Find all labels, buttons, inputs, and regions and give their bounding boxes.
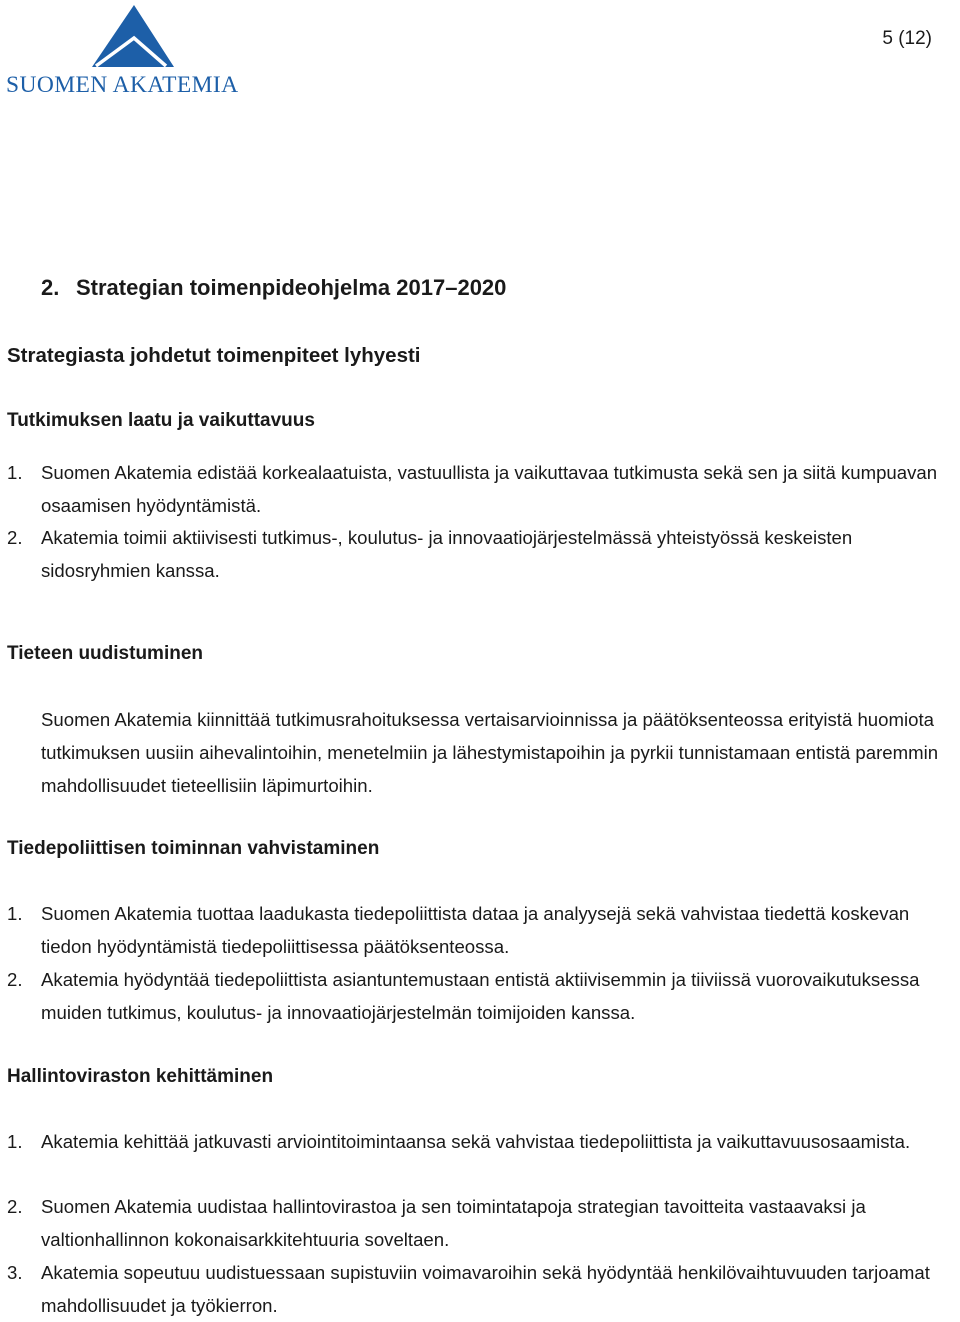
- logo-triangle-icon: [6, 4, 256, 74]
- list-item-number: 3.: [7, 1262, 23, 1283]
- list-item-text: Suomen Akatemia tuottaa laadukasta tiedepoliittista dataa ja analyysejä sekä vahvistaa tiedettä koskevan tiedon hyödyntämistä tiedepoliittisessa päätöksenteossa.: [41, 903, 910, 957]
- paragraph: Suomen Akatemia kiinnittää tutkimusrahoituksessa vertaisarvioinnissa ja päätöksenteossa erityistä huomiota tutkimuksen uusiin aihevalintoihin, menetelmiin ja lähestymistapoihin ja pyrkii tunnistamaan entistä paremmin mahdollisuudet tieteellisiin läpimurtoihin.: [41, 709, 939, 796]
- subtitle: Strategiasta johdetut toimenpiteet lyhyesti: [7, 344, 421, 367]
- list-item: [7, 1125, 957, 1158]
- block-heading: Tieteen uudistuminen: [7, 643, 204, 664]
- list-item-number: 2.: [7, 527, 23, 548]
- list-item-number: 1.: [7, 462, 23, 483]
- list-item: [7, 456, 957, 522]
- list-item-text: Suomen Akatemia uudistaa hallintovirastoa ja sen toimintatapoja strategian tavoitteita vastaavaksi ja valtionhallinnon kokonaisarkkitehtuuria soveltaen.: [41, 1196, 866, 1250]
- block-heading: Hallintoviraston kehittäminen: [7, 1066, 274, 1087]
- list-item-text: Akatemia hyödyntää tiedepoliittista asiantuntemustaan entistä aktiivisemmin ja tiiviissä vuorovaikutuksessa muiden tutkimus, koulutus- ja innovaatiojärjestelmän toimijoiden kanssa.: [41, 969, 920, 1023]
- section-title-text: Strategian toimenpideohjelma 2017–2020: [76, 275, 507, 300]
- list-item-number: 1.: [7, 903, 23, 924]
- section-title: [41, 275, 506, 301]
- section-number: 2.: [41, 275, 60, 300]
- list-item-text: Suomen Akatemia edistää korkealaatuista, vastuullista ja vaikuttavaa tutkimusta sekä sen ja siitä kumpuavan osaamisen hyödyntämistä.: [41, 462, 938, 516]
- list-item: [7, 897, 957, 963]
- list-item-text: Akatemia kehittää jatkuvasti arviointitoimintaansa sekä vahvistaa tiedepoliittista ja vaikuttavuusosaamista.: [41, 1131, 911, 1152]
- list-item-text: Akatemia toimii aktiivisesti tutkimus-, koulutus- ja innovaatiojärjestelmässä yhteistyössä keskeisten sidosryhmien kanssa.: [41, 527, 853, 581]
- list-item-text: Akatemia sopeutuu uudistuessaan supistuviin voimavaroihin sekä hyödyntää henkilövaihtuvuuden tarjoamat mahdollisuudet ja työkierron.: [41, 1262, 930, 1316]
- block-heading: Tiedepoliittisen toiminnan vahvistaminen: [7, 838, 380, 859]
- list-item: [7, 1190, 957, 1256]
- page-number: 5 (12): [882, 28, 932, 49]
- list-item: [7, 1256, 957, 1322]
- block-heading: Tutkimuksen laatu ja vaikuttavuus: [7, 410, 315, 431]
- logo-text: SUOMEN AKATEMIA: [6, 72, 239, 98]
- list-item-number: 1.: [7, 1131, 23, 1152]
- list-item: [7, 963, 957, 1029]
- list-item-number: 2.: [7, 969, 23, 990]
- list-item: [7, 521, 957, 587]
- logo: [6, 4, 256, 96]
- list-item-number: 2.: [7, 1196, 23, 1217]
